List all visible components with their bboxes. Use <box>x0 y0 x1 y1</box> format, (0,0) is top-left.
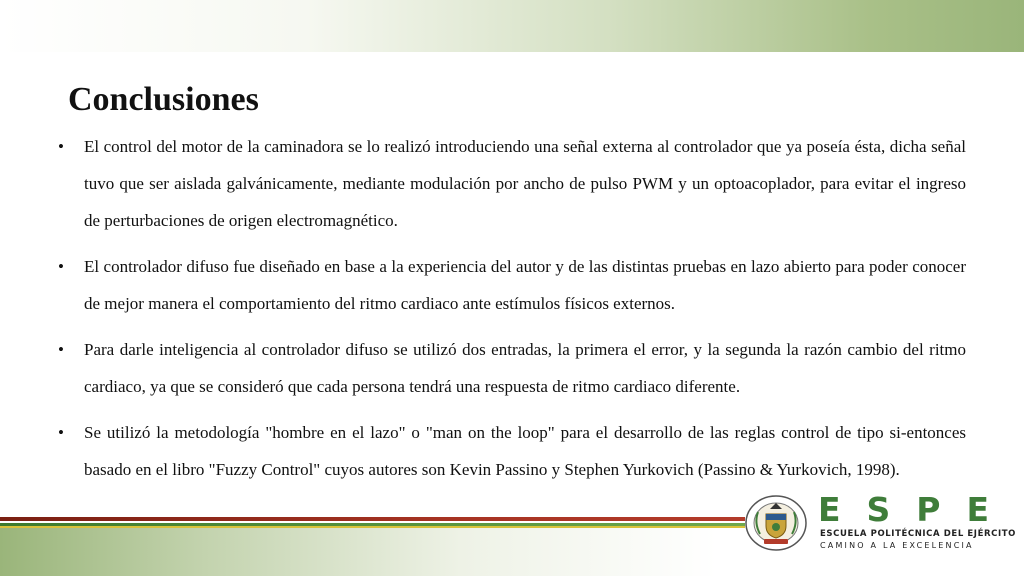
bullet-marker: • <box>58 257 64 276</box>
bullet-item <box>58 248 966 322</box>
bullet-text: El control del motor de la caminadora se lo realizó introduciendo una señal externa al controlador que ya poseía ésta, dicha señal tuvo que ser aislada galvánicamente, mediante modulación por ancho de pulso PWM y un optoacoplador, para evitar el ingreso de perturbaciones de origen electromagnético. <box>84 137 966 230</box>
bullet-marker: • <box>58 340 64 359</box>
bullet-marker: • <box>58 423 64 442</box>
espe-wordmark: ESPE <box>818 490 1016 529</box>
espe-seal-icon <box>744 494 808 552</box>
bullet-item <box>58 128 966 239</box>
institution-tagline: CAMINO A LA EXCELENCIA <box>820 541 974 550</box>
bullet-text: El controlador difuso fue diseñado en base a la experiencia del autor y de las distintas pruebas en lazo abierto para poder conocer de mejor manera el comportamiento del ritmo cardiaco ante estímulos físicos externos. <box>84 257 966 313</box>
footer-stripe-yellow <box>0 526 745 528</box>
bullet-text: Para darle inteligencia al controlador difuso se utilizó dos entradas, la primera el error, y la segunda la razón cambio del ritmo cardiaco, ya que se consideró que cada persona tendrá una respuesta de ritmo cardiaco diferente. <box>84 340 966 396</box>
bullet-text: Se utilizó la metodología "hombre en el lazo" o "man on the loop" para el desarrollo de las reglas control de tipo si-entonces basado en el libro "Fuzzy Control" cuyos autores son Kevin Passino y Stephen Yurkovich (Passino & Yurkovich, 1998). <box>84 423 966 479</box>
header-gradient-band <box>0 0 1024 52</box>
institution-name: ESCUELA POLITÉCNICA DEL EJÉRCITO <box>820 529 1016 539</box>
bullet-marker: • <box>58 137 64 156</box>
conclusions-list <box>58 128 966 497</box>
slide-title: Conclusiones <box>68 81 259 118</box>
bullet-item <box>58 331 966 405</box>
espe-logo <box>744 490 1016 552</box>
bullet-item <box>58 414 966 488</box>
